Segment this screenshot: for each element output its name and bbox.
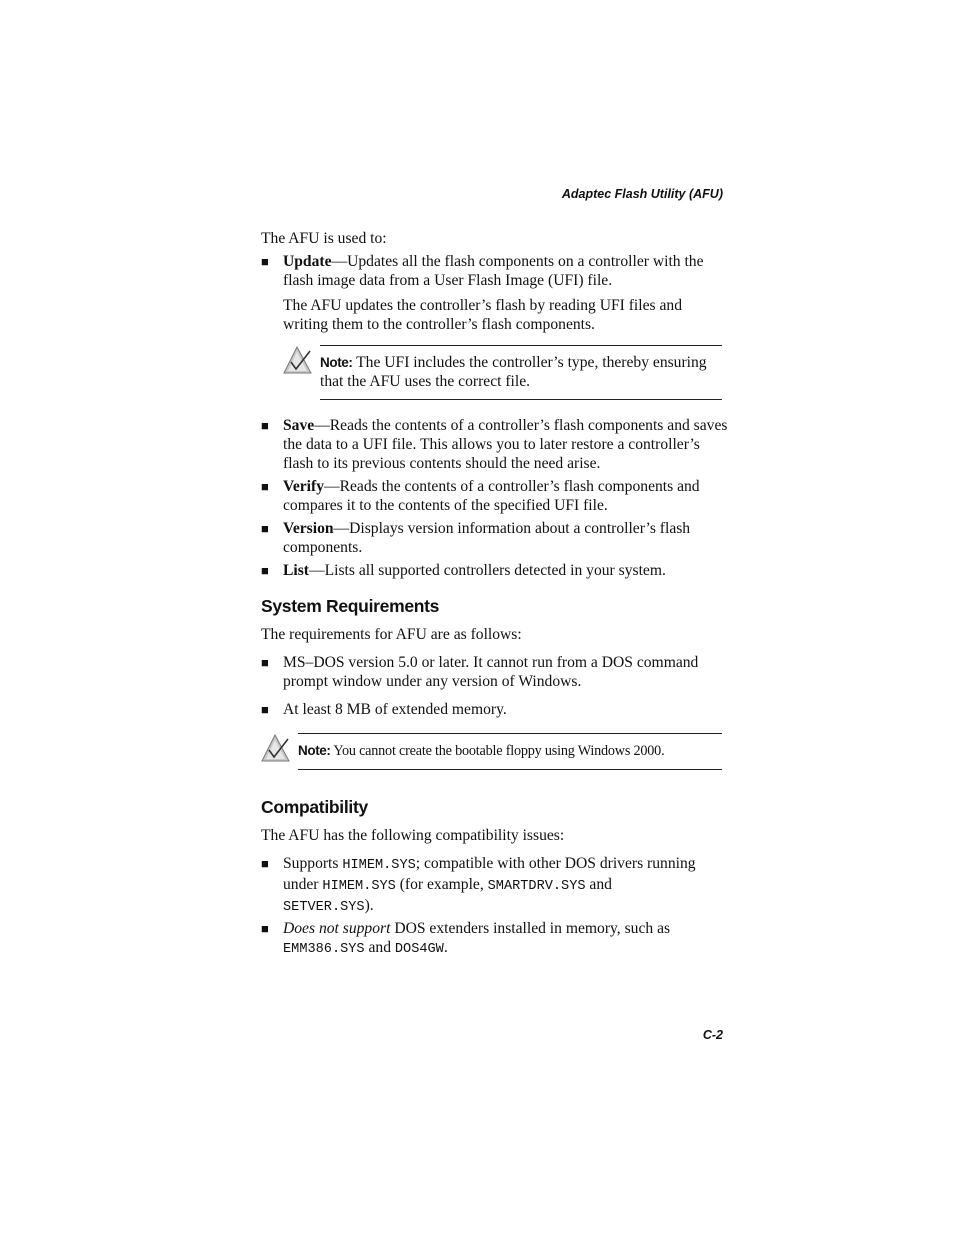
note-label: Note: xyxy=(298,743,331,758)
note-rule-bottom xyxy=(320,399,722,400)
desc-save: —Reads the contents of a controller’s flash components and saves the data to a UFI file. This allows you to later restore a controller’s flash to its previous contents should the need arise. xyxy=(283,417,728,472)
note-rule-top xyxy=(298,733,722,734)
bullet-icon: ■ xyxy=(261,521,269,536)
checkmark-note-icon xyxy=(283,345,313,375)
update-detail: The AFU updates the controller’s flash by reading UFI files and writing them to the controller’s flash components. xyxy=(283,297,682,333)
code-filename: DOS4GW xyxy=(394,942,444,957)
page-number: C-2 xyxy=(702,1028,723,1042)
bullet-icon: ■ xyxy=(261,702,269,717)
heading-compatibility: Compatibility xyxy=(261,797,368,817)
note-text: The UFI includes the controller’s type, thereby ensuring that the AFU uses the correct file. xyxy=(320,354,707,390)
term-verify: Verify xyxy=(283,478,324,495)
requirement-text: At least 8 MB of extended memory. xyxy=(283,701,507,718)
desc-version: —Displays version information about a controller’s flash components. xyxy=(283,520,691,556)
intro-text: The AFU is used to: xyxy=(261,230,387,247)
text-run: ). xyxy=(364,897,374,914)
term-version: Version xyxy=(283,520,334,537)
heading-system-requirements: System Requirements xyxy=(261,596,440,616)
term-update: Update xyxy=(283,253,332,270)
text-run: . xyxy=(443,939,448,956)
running-header: Adaptec Flash Utility (AFU) xyxy=(561,187,723,201)
text-run: and xyxy=(364,939,395,956)
term-save: Save xyxy=(283,417,315,434)
checkmark-note-icon xyxy=(261,733,291,763)
desc-verify: —Reads the contents of a controller’s flash components and compares it to the contents of the specified UFI file. xyxy=(283,478,700,514)
note-label: Note: xyxy=(320,355,353,370)
bullet-icon: ■ xyxy=(261,479,269,494)
bullet-icon: ■ xyxy=(261,418,269,433)
desc-update: —Updates all the flash components on a controller with the flash image data from a User Flash Image (UFI) file. xyxy=(283,253,704,289)
note-text: You cannot create the bootable floppy using Windows 2000. xyxy=(330,743,665,759)
text-run: ; compatible with other DOS drivers running under xyxy=(283,855,696,893)
text-run: and xyxy=(585,876,612,893)
text-run: DOS extenders installed in memory, such as xyxy=(390,920,671,937)
term-list: List xyxy=(283,562,309,579)
bullet-icon: ■ xyxy=(261,563,269,578)
requirement-text: MS–DOS version 5.0 or later. It cannot run from a DOS command prompt window under any version of Windows. xyxy=(283,654,699,690)
bullet-icon: ■ xyxy=(261,254,269,269)
bullet-icon: ■ xyxy=(261,856,269,871)
compatibility-intro: The AFU has the following compatibility issues: xyxy=(261,827,565,844)
code-filename: HIMEM.SYS xyxy=(322,879,396,894)
desc-list: —Lists all supported controllers detected in your system. xyxy=(309,562,666,579)
code-filename: HIMEM.SYS xyxy=(342,858,416,873)
text-run: (for example, xyxy=(395,876,488,893)
text-run: Supports xyxy=(283,855,343,872)
code-filename: SETVER.SYS xyxy=(283,900,365,915)
requirements-intro: The requirements for AFU are as follows: xyxy=(261,626,522,643)
note-rule-top xyxy=(320,345,722,346)
emphasis-text: Does not support xyxy=(283,920,391,937)
bullet-icon: ■ xyxy=(261,655,269,670)
note-rule-bottom xyxy=(298,769,722,770)
code-filename: EMM386.SYS xyxy=(283,942,365,957)
code-filename: SMARTDRV.SYS xyxy=(487,879,586,894)
bullet-icon: ■ xyxy=(261,921,269,936)
